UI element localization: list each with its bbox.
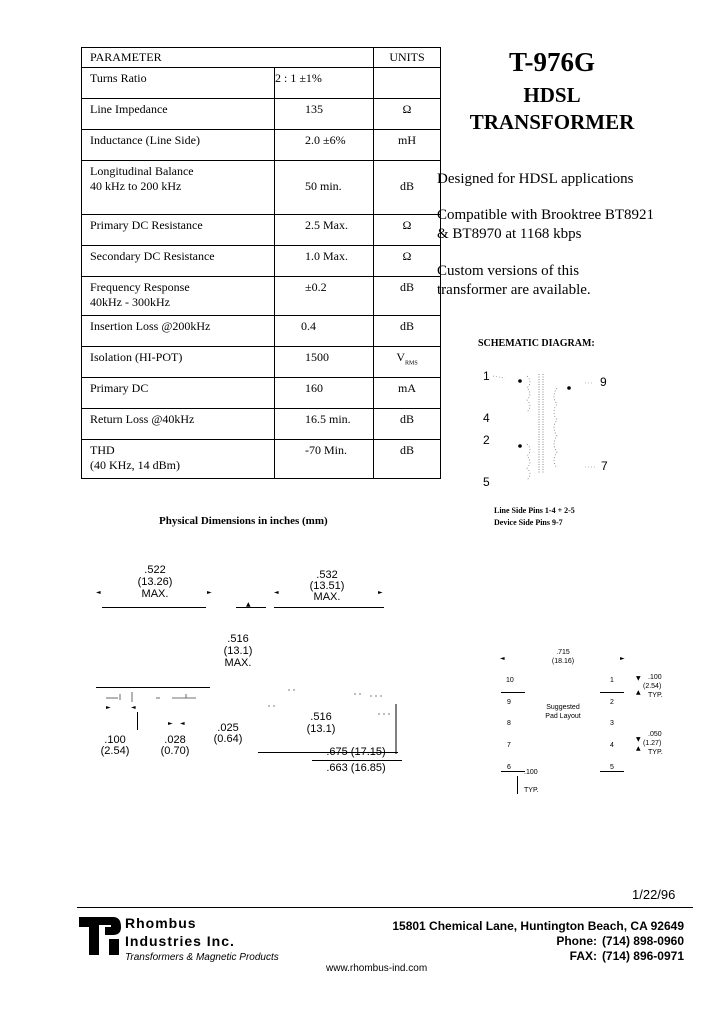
spread-2-line	[312, 760, 402, 761]
lead-1	[493, 376, 505, 378]
pin-label-5: 5	[483, 475, 490, 489]
phone-label: Phone:	[556, 934, 597, 948]
param-name-2: 40 kHz to 200 kHz	[90, 179, 182, 193]
body-outline-line	[236, 607, 266, 608]
arrow-left-icon: ◄	[500, 655, 505, 662]
pad-label-9: 9	[507, 699, 511, 706]
primary-winding-top	[527, 376, 530, 412]
pin-width-in: .028	[164, 734, 186, 746]
arrow-right-icon: ►	[168, 720, 173, 727]
rhombus-logo	[79, 917, 121, 959]
param-name: Primary DC	[90, 381, 149, 395]
pin-label-4: 4	[483, 411, 490, 425]
param-value: 2.0 ±6%	[305, 133, 346, 147]
width-1-mm: (13.26)	[137, 576, 173, 588]
pad-pitch-in: .100	[648, 674, 662, 681]
schematic-title: SCHEMATIC DIAGRAM:	[478, 338, 595, 349]
polarity-dot-1	[518, 379, 522, 383]
pin-leads	[106, 692, 196, 702]
param-name: Return Loss @40kHz	[90, 412, 195, 426]
footer-divider	[77, 907, 693, 908]
param-unit: dB	[399, 443, 414, 457]
table-row	[82, 347, 441, 378]
arrow-up-icon: ▲	[636, 689, 641, 696]
param-name: Longitudinal Balance	[90, 164, 194, 178]
param-value: 0.4	[301, 319, 316, 333]
description-3a: Custom versions of this	[437, 263, 580, 279]
document-date: 1/22/96	[632, 887, 676, 902]
param-name: Insertion Loss @200kHz	[90, 319, 211, 333]
pad-label-1: 1	[610, 677, 614, 684]
param-unit: dB	[399, 319, 414, 333]
pad-pitch-mm: (2.54)	[643, 683, 662, 690]
dimensions-title: Physical Dimensions in inches (mm)	[159, 515, 328, 527]
description-1: Designed for HDSL applications	[437, 171, 634, 187]
table-row	[82, 277, 441, 316]
arrow-right-icon: ►	[207, 589, 212, 596]
width-1-in: .522	[144, 564, 166, 576]
param-value: -70 Min.	[305, 443, 347, 457]
param-unit-sub: RMS	[404, 360, 418, 367]
pad-1	[600, 692, 624, 693]
arrow-up-icon: ▲	[636, 745, 641, 752]
fax-label: FAX:	[569, 949, 597, 963]
height-1-max: MAX.	[224, 657, 252, 669]
param-value: 1.0 Max.	[305, 249, 348, 263]
param-name: Isolation (HI-POT)	[90, 350, 183, 364]
param-unit: mA	[398, 381, 416, 395]
param-name: Frequency Response	[90, 280, 190, 294]
pin-label-7: 7	[601, 459, 608, 473]
param-value: 16.5 min.	[305, 412, 351, 426]
table-row	[82, 409, 441, 440]
param-name-2: 40kHz - 300kHz	[90, 295, 170, 309]
pitch-extension-line	[137, 712, 138, 730]
param-value: 2.5 Max.	[305, 218, 348, 232]
width-2-mm: (13.51)	[309, 580, 345, 592]
arrow-left-icon: ◄	[274, 589, 279, 596]
width-2-in: .532	[316, 569, 338, 581]
pin-label-2: 2	[483, 433, 490, 447]
arrow-up-icon: ▲	[246, 601, 251, 608]
parameter-header: PARAMETER	[82, 48, 374, 68]
param-unit: mH	[398, 133, 416, 147]
param-name: Primary DC Resistance	[90, 218, 203, 232]
pin-thickness-mm: (0.64)	[213, 733, 243, 745]
units-header: UNITS	[374, 48, 441, 68]
width-1-max: MAX.	[141, 588, 169, 600]
param-name: THD	[90, 443, 115, 457]
table-row	[82, 215, 441, 246]
company-tagline: Transformers & Magnetic Products	[125, 952, 279, 963]
width-2-max: MAX.	[313, 591, 341, 603]
table-row	[82, 130, 441, 161]
table-row	[82, 316, 441, 347]
schematic-note-1: Line Side Pins 1-4 + 2-5	[494, 506, 575, 515]
company-name-1: Rhombus	[125, 915, 197, 931]
arrow-right-icon: ►	[378, 589, 383, 596]
param-value: 2 : 1 ±1%	[275, 71, 322, 85]
pad-height-typ: TYP.	[524, 787, 539, 794]
pad-width-mm: (18.16)	[551, 658, 575, 665]
pad-width2-in: .050	[648, 731, 662, 738]
front-view-pins	[96, 690, 216, 730]
table-row	[82, 68, 441, 99]
spec-table-header	[82, 48, 441, 68]
pin-label-9: 9	[600, 375, 607, 389]
part-number: T-976G	[508, 47, 596, 77]
width-1-line	[102, 607, 206, 608]
pad-height-line	[517, 776, 518, 794]
param-name: Line Impedance	[90, 102, 168, 116]
pad-label-3: 3	[610, 720, 614, 727]
polarity-dot-2	[518, 444, 522, 448]
table-row	[82, 440, 441, 479]
product-line-1: HDSL	[523, 83, 581, 107]
arrow-right-icon: ►	[106, 704, 111, 711]
param-unit: dB	[399, 412, 414, 426]
param-value: 160	[305, 381, 323, 395]
height-1-in: .516	[227, 633, 249, 645]
primary-winding-bottom	[527, 444, 530, 480]
arrow-left-icon: ◄	[180, 720, 185, 727]
width-2-line	[274, 607, 384, 608]
height-2-in: .516	[310, 711, 332, 723]
description-2a: Compatible with Brooktree BT8921	[437, 207, 655, 223]
pad-width-in: .715	[556, 649, 570, 656]
website-link[interactable]: www.rhombus-ind.com	[326, 963, 428, 974]
param-name-2: (40 KHz, 14 dBm)	[90, 458, 180, 472]
param-value: 135	[305, 102, 323, 116]
description-3b: transformer are available.	[437, 282, 591, 298]
arrow-left-icon: ◄	[131, 704, 136, 711]
param-unit: dB	[399, 280, 414, 294]
table-row	[82, 99, 441, 130]
param-unit: dB	[399, 179, 414, 193]
pad-label-2: 2	[610, 699, 614, 706]
company-address: 15801 Chemical Lane, Huntington Beach, CA 92649	[392, 919, 684, 933]
pad-label-8: 8	[507, 720, 511, 727]
pad-5	[600, 771, 624, 772]
height-2-mm: (13.1)	[306, 723, 336, 735]
pad-layout-label-1: Suggested	[546, 704, 580, 711]
product-line-2: TRANSFORMER	[469, 110, 635, 134]
front-view-top-line	[96, 687, 210, 688]
height-1-mm: (13.1)	[223, 645, 253, 657]
pad-label-7: 7	[507, 742, 511, 749]
pad-layout-label-2: Pad Layout	[545, 713, 581, 720]
pin-thickness-in: .025	[217, 722, 239, 734]
table-row	[82, 161, 441, 215]
arrow-down-icon: ▼	[636, 736, 641, 743]
param-name: Inductance (Line Side)	[90, 133, 200, 147]
description-2b: & BT8970 at 1168 kbps	[437, 226, 582, 242]
arrow-down-icon: ▼	[636, 675, 641, 682]
pad-label-5: 5	[610, 764, 614, 771]
pad-label-4: 4	[610, 742, 614, 749]
param-value: 1500	[305, 350, 329, 364]
polarity-dot-9	[567, 386, 571, 390]
param-name: Secondary DC Resistance	[90, 249, 215, 263]
table-row	[82, 246, 441, 277]
company-name-2: Industries Inc.	[125, 933, 235, 949]
pad-height-in: .100	[524, 769, 538, 776]
pad-width2-typ: TYP.	[648, 749, 663, 756]
pad-label-6: 6	[507, 764, 511, 771]
schematic-note-2: Device Side Pins 9-7	[494, 518, 563, 527]
pitch-mm: (2.54)	[100, 745, 130, 757]
pin-width-mm: (0.70)	[160, 745, 190, 757]
param-name: Turns Ratio	[90, 71, 147, 85]
pad-label-10: 10	[506, 677, 514, 684]
secondary-winding	[554, 388, 557, 468]
param-unit: V	[396, 350, 405, 364]
param-unit: Ω	[402, 218, 412, 232]
pad-pitch-typ: TYP.	[648, 692, 663, 699]
pad-width2-mm: (1.27)	[643, 740, 662, 747]
fax-number: (714) 896-0971	[601, 949, 684, 963]
param-value: 50 min.	[305, 179, 342, 193]
spread-2: .663 (16.85)	[326, 762, 386, 774]
phone-number: (714) 898-0960	[601, 934, 684, 948]
pad-6	[501, 771, 525, 772]
pin-label-1: 1	[483, 369, 490, 383]
param-unit: Ω	[402, 102, 412, 116]
arrow-left-icon: ◄	[96, 589, 101, 596]
spec-table	[81, 47, 441, 479]
param-unit: Ω	[402, 249, 412, 263]
spread-1: .675 (17.15)	[326, 746, 386, 758]
arrow-right-icon: ►	[620, 655, 625, 662]
param-value: ±0.2	[305, 280, 327, 294]
pad-10	[501, 692, 525, 693]
table-row	[82, 378, 441, 409]
pitch-in: .100	[104, 734, 126, 746]
